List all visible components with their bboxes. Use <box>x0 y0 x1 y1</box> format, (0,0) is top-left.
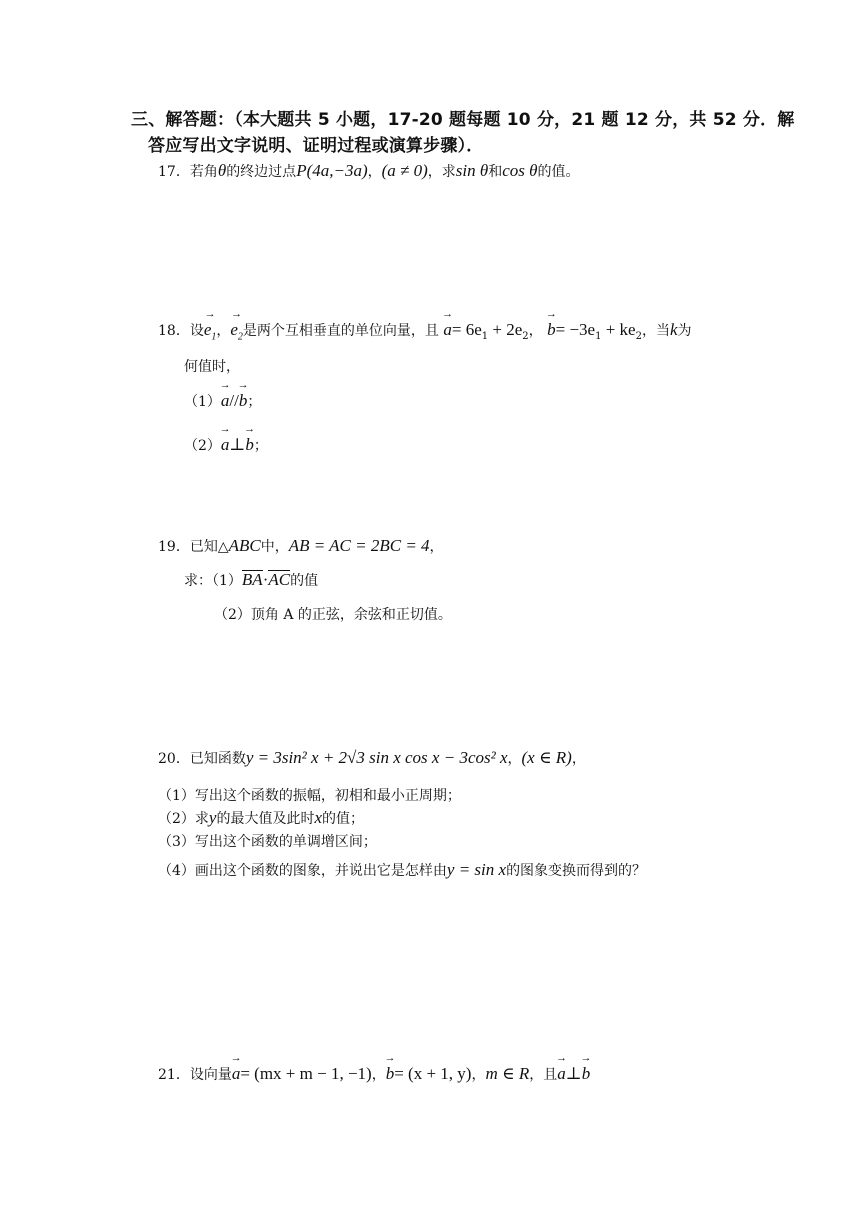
question-18: 18．设→ $e_1$，→ $e_2$是两个互相垂直的单位向量，且 → $a= 6e_1 + 2e_2$， → $b= -3e_1 + ke_2$，当k为 <box>158 320 692 342</box>
vector-b: → b <box>245 435 254 455</box>
question-number: 21． <box>158 1067 190 1083</box>
vector-a: → a <box>557 1064 566 1084</box>
vector-a: → a <box>232 1064 241 1084</box>
question-18-part1: （1）→ a//→ b； <box>184 391 261 411</box>
vector-ba: BA <box>241 570 263 589</box>
question-20-part2: （2）求y的最大值及此时x的值； <box>158 808 365 827</box>
question-20: 20．已知函数y = 3sin² x + 2√3 sin x cos x − 3cos² x，(x ∈ R)， <box>158 748 586 767</box>
question-19: 19．已知△ABC中，AB = AC = 2BC = 4， <box>158 536 444 555</box>
question-number: 17． <box>158 164 190 180</box>
question-21: 21．设向量→ a= (mx + m − 1, −1)，→ b= (x + 1, y)，m ∈ R，且→ a⊥→ b <box>158 1064 590 1084</box>
vector-e2: → $e_2$ <box>230 320 243 342</box>
question-18-line2: 何值时， <box>184 359 240 375</box>
vector-a: → a <box>221 391 230 411</box>
question-18-part2: （2）→ a⊥→ b； <box>184 435 268 455</box>
vector-ac: AC <box>268 570 291 589</box>
question-20-part4: （4）画出这个函数的图象，并说出它是怎样由y = sin x的图象变换而得到的？ <box>158 860 647 879</box>
section-heading-line2: 答应写出文字说明、证明过程或演算步骤）． <box>148 136 484 156</box>
vector-b: → b <box>239 391 248 411</box>
vector-e1: → $e_1$ <box>204 320 217 342</box>
vector-b: → b <box>547 320 556 340</box>
vector-b: → b <box>386 1064 395 1084</box>
question-number: 19． <box>158 539 190 555</box>
question-17: 17．若角θ的终边过点P(4a,−3a)，(a ≠ 0)，求sin θ和cos θ的值。 <box>158 161 580 180</box>
question-19-part1: 求：（1）BA·AC的值 <box>184 570 319 589</box>
question-20-part3: （3）写出这个函数的单调增区间； <box>158 834 377 850</box>
vector-a: → a <box>221 435 230 455</box>
question-20-part1: （1）写出这个函数的振幅，初相和最小正周期； <box>158 788 461 804</box>
question-19-part2: （2）顶角 A 的正弦，余弦和正切值。 <box>214 607 452 623</box>
question-number: 20． <box>158 751 190 767</box>
vector-a: → a <box>443 320 452 340</box>
question-number: 18． <box>158 323 190 339</box>
vector-b: → b <box>582 1064 591 1084</box>
section-heading-line1: 三、解答题：（本大题共 5 小题，17-20 题每题 10 分，21 题 12 分，共 52 分．解 <box>131 110 795 130</box>
